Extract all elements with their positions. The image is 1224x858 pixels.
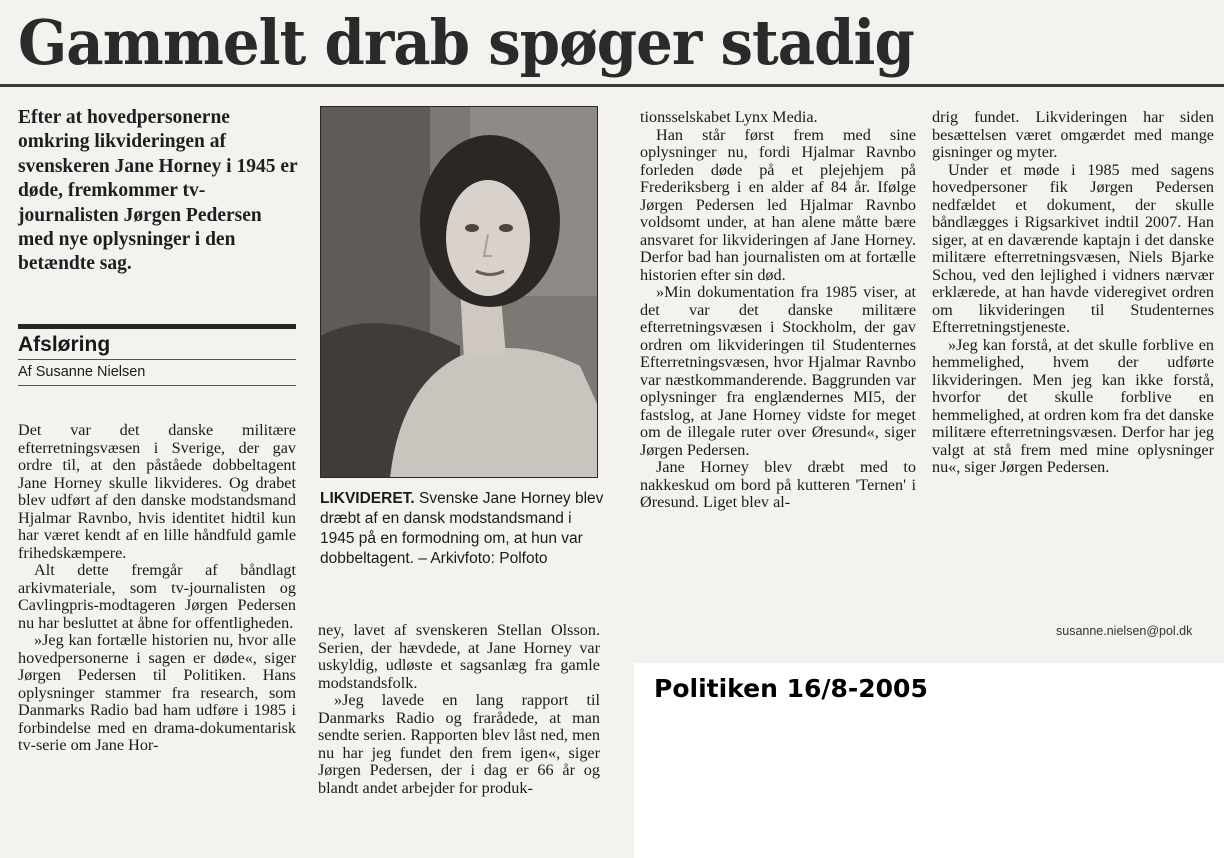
section-rule (18, 324, 296, 329)
body-column-3 (640, 109, 916, 512)
caption-lead: LIKVIDERET. (320, 490, 415, 507)
paragraph: drig fundet. Likvideringen har siden besættelsen været omgærdet med mange gisninger og myter. (932, 108, 1214, 161)
intro-paragraph: Efter at hovedpersonerne omkring likvideringen af svenskeren Jane Horney i 1945 er døde, fremkommer tv-journalisten Jørgen Pedersen med nye oplysninger i den betændte sag. (18, 107, 298, 275)
paragraph: ney, lavet af svenskeren Stellan Olsson. Serien, der hævdede, at Jane Horney var uskyldig, udløste et sagsanlæg fra gamle modstandsfolk. (318, 621, 600, 692)
paragraph: »Min dokumentation fra 1985 viser, at det var det danske militære efterretningsvæsen i Stockholm, der gav ordren om likvideringen til Studenternes Efterretningsvæsen, hvor Hjalmar Ravnbo var næstkommanderende. Baggrunden var oplysninger fra englændernes MI5, der fastslog, at Jane Horney vidste for meget om de illegale ruter over Øresund«, siger Jørgen Pedersen. (640, 283, 916, 459)
byline: Af Susanne Nielsen (18, 364, 146, 380)
divider (18, 385, 296, 386)
section-heading: Afsløring (18, 333, 111, 356)
article-photo (320, 106, 598, 478)
body-column-2 (318, 622, 600, 797)
paragraph: »Jeg kan forstå, at det skulle forblive en hemmelighed, hvem der udførte likvideringen. Men jeg kan ikke forstå, hvorfor det skulle forblive en hemmelighed, at ordren kom fra det danske militære efterretningsvæsen. Derfor har jeg valgt at stå frem med mine oplysninger nu«, siger Jørgen Pedersen. (932, 335, 1214, 476)
photo-caption (320, 489, 605, 569)
caption-text: Svenske Jane Horney blev dræbt af en dansk modstandsmand i 1945 på en formodning om, at hun var dobbeltagent. – Arkivfoto: Polfoto (320, 490, 604, 567)
top-rule (0, 84, 1224, 87)
divider (18, 359, 296, 360)
paragraph: Under et møde i 1985 med sagens hovedpersoner fik Jørgen Pedersen nedfældet et dokument, der skulle båndlægges i Rigsarkivet indtil 2007. Han siger, at en daværende kaptajn i det danske militære efterretningsvæsen, Niels Bjarke Schou, ved den lejlighed i vidners nærvær erklærede, at han havde videregivet ordren om likvideringen til Studenternes Efterretningstjeneste. (932, 160, 1214, 336)
author-email[interactable]: susanne.nielsen@pol.dk (1056, 624, 1193, 638)
paragraph: Han står først frem med sine oplysninger nu, fordi Hjalmar Ravnbo forleden døde på et plejehjem på Frederiksberg i en alder af 84 år. Ifølge Jørgen Pedersen led Hjalmar Ravnbo voldsomt under, at han alene måtte bære ansvaret for likvideringen af Jane Horney. Derfor bad han journalisten om at fortælle historien efter sin død. (640, 125, 916, 284)
body-column-4 (932, 109, 1214, 477)
paragraph: Jane Horney blev dræbt med to nakkeskud om bord på kutteren 'Ternen' i Øresund. Liget blev al- (640, 458, 916, 511)
photo-frame (320, 106, 598, 478)
paragraph: »Jeg kan fortælle historien nu, hvor alle hovedpersonerne i sagen er døde«, siger Jørgen Pedersen til Politiken. Hans oplysninger stammer fra research, som Danmarks Radio bad ham udføre i 1985 i forbindelse med en drama-dokumentarisk tv-serie om Jane Hor- (18, 631, 296, 754)
body-column-1 (18, 422, 296, 755)
publication-label: Politiken 16/8-2005 (654, 674, 928, 703)
headline: Gammelt drab spøger stadig (18, 6, 914, 79)
paragraph: »Jeg lavede en lang rapport til Danmarks Radio og frarådede, at man sendte serien. Rapporten blev låst ned, men nu har jeg fundet den frem igen«, siger Jørgen Pedersen, der i dag er 66 år og blandt andet arbejder for produk- (318, 691, 600, 797)
paragraph: Det var det danske militære efterretningsvæsen i Sverige, der gav ordre til, at den påståede dobbeltagent Jane Horney skulle likvideres. Og drabet blev udført af den danske modstandsmand Hjalmar Ravnbo, hvis identitet hidtil kun har været kendt af en lille håndfuld gamle frihedskæmpere. (18, 421, 296, 562)
paragraph: Alt dette fremgår af båndlagt arkivmateriale, som tv-journalisten og Cavlingpris-modtageren Jørgen Pedersen nu har besluttet at åbne for offentligheden. (18, 561, 296, 632)
paragraph: tionsselskabet Lynx Media. (640, 108, 818, 126)
